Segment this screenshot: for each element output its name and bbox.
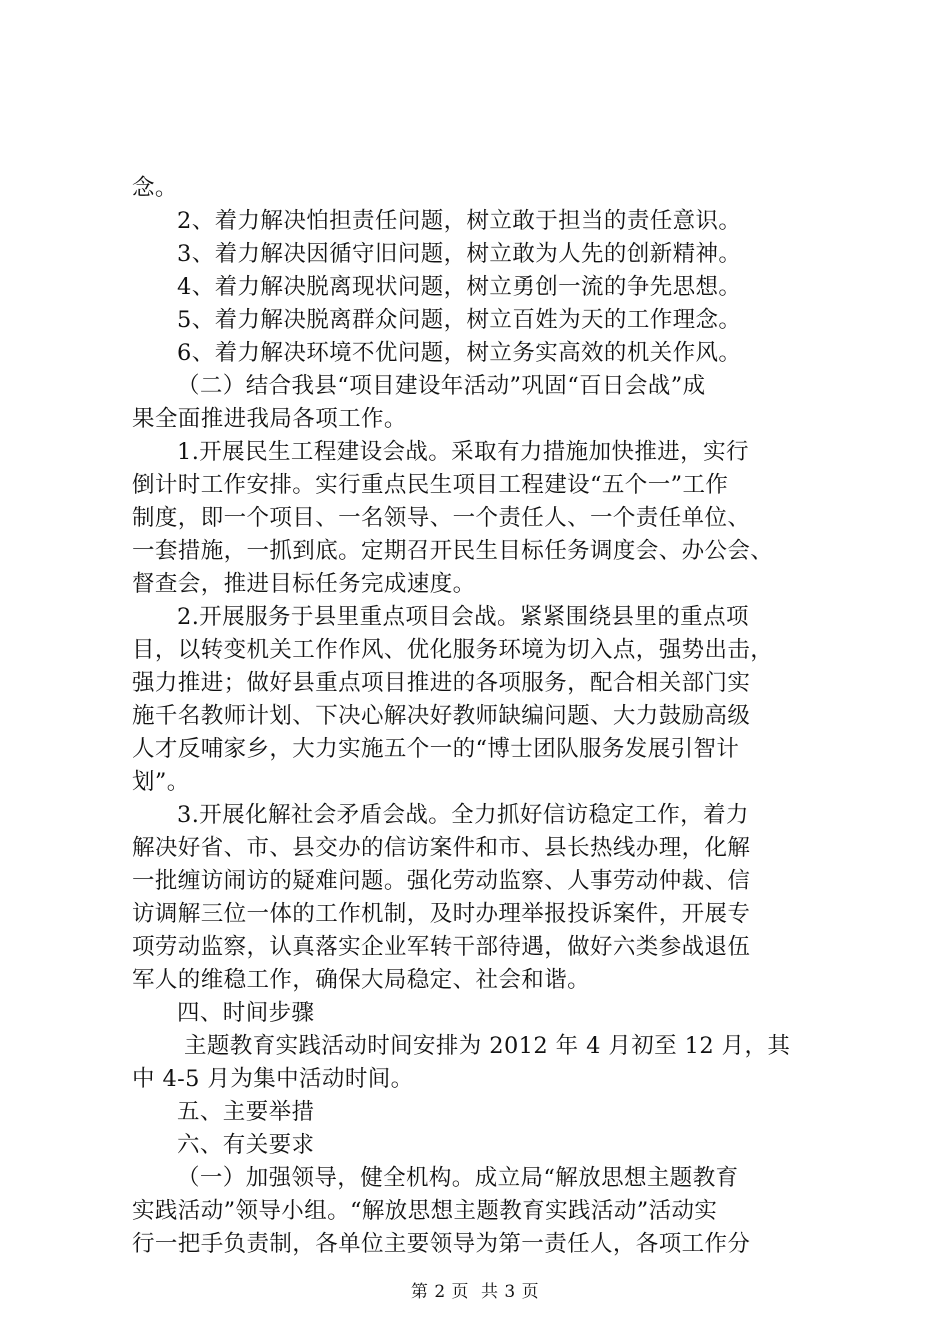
text-line: 强力推进；做好县重点项目推进的各项服务，配合相关部门实 bbox=[132, 670, 751, 696]
page-footer bbox=[0, 1277, 950, 1302]
text-line: 访调解三位一体的工作机制，及时办理举报投诉案件，开展专 bbox=[132, 901, 751, 927]
text-line: 5、着力解决脱离群众问题，树立百姓为天的工作理念。 bbox=[177, 307, 742, 333]
text-line: 2.开展服务于县里重点项目会战。紧紧围绕县里的重点项 bbox=[177, 604, 749, 630]
page-total: 共 3 页 bbox=[480, 1282, 540, 1302]
text-line: 制度，即一个项目、一名领导、一个责任人、一个责任单位、 bbox=[132, 505, 751, 531]
text-line: 目，以转变机关工作作风、优化服务环境为切入点，强势出击， bbox=[132, 637, 774, 663]
page-number: 第 2 页 bbox=[410, 1282, 470, 1302]
text-line: 实践活动”领导小组。“解放思想主题教育实践活动”活动实 bbox=[132, 1198, 718, 1224]
text-line: 一套措施，一抓到底。定期召开民生目标任务调度会、办公会、 bbox=[132, 538, 774, 564]
text-line: 行一把手负责制，各单位主要领导为第一责任人，各项工作分 bbox=[132, 1231, 751, 1257]
text-line: 3.开展化解社会矛盾会战。全力抓好信访稳定工作，着力 bbox=[177, 802, 749, 828]
text-line: 1.开展民生工程建设会战。采取有力措施加快推进，实行 bbox=[177, 439, 749, 465]
text-line: 项劳动监察，认真落实企业军转干部待遇，做好六类参战退伍 bbox=[132, 934, 751, 960]
text-line: 划”。 bbox=[132, 769, 190, 795]
text-line: 督查会，推进目标任务完成速度。 bbox=[132, 571, 476, 597]
text-line: 倒计时工作安排。实行重点民生项目工程建设“五个一”工作 bbox=[132, 472, 729, 498]
text-line: 施千名教师计划、下决心解决好教师缺编问题、大力鼓励高级 bbox=[132, 703, 751, 729]
text-line: 6、着力解决环境不优问题，树立务实高效的机关作风。 bbox=[177, 340, 742, 366]
text-line: 解决好省、市、县交办的信访案件和市、县长热线办理，化解 bbox=[132, 835, 751, 861]
document-body bbox=[132, 172, 832, 1261]
text-line: 2、着力解决怕担责任问题，树立敢于担当的责任意识。 bbox=[177, 208, 742, 234]
text-line: 3、着力解决因循守旧问题，树立敢为人先的创新精神。 bbox=[177, 241, 742, 267]
text-line: 四、时间步骤 bbox=[177, 1000, 315, 1026]
text-line: 六、有关要求 bbox=[177, 1132, 315, 1158]
text-line: 念。 bbox=[132, 175, 178, 201]
text-line: （二）结合我县“项目建设年活动”巩固“百日会战”成 bbox=[177, 373, 706, 399]
text-line: 果全面推进我局各项工作。 bbox=[132, 406, 407, 432]
text-line: 一批缠访闹访的疑难问题。强化劳动监察、人事劳动仲裁、信 bbox=[132, 868, 751, 894]
text-line: 中 4-5 月为集中活动时间。 bbox=[132, 1066, 414, 1092]
text-line: （一）加强领导，健全机构。成立局“解放思想主题教育 bbox=[177, 1165, 739, 1191]
text-line: 人才反哺家乡，大力实施五个一的“博士团队服务发展引智计 bbox=[132, 736, 740, 762]
text-line: 军人的维稳工作，确保大局稳定、社会和谐。 bbox=[132, 967, 591, 993]
text-line: 五、主要举措 bbox=[177, 1099, 315, 1125]
text-line: 4、着力解决脱离现状问题，树立勇创一流的争先思想。 bbox=[177, 274, 742, 300]
text-line: 主题教育实践活动时间安排为 2012 年 4 月初至 12 月，其 bbox=[184, 1033, 791, 1059]
